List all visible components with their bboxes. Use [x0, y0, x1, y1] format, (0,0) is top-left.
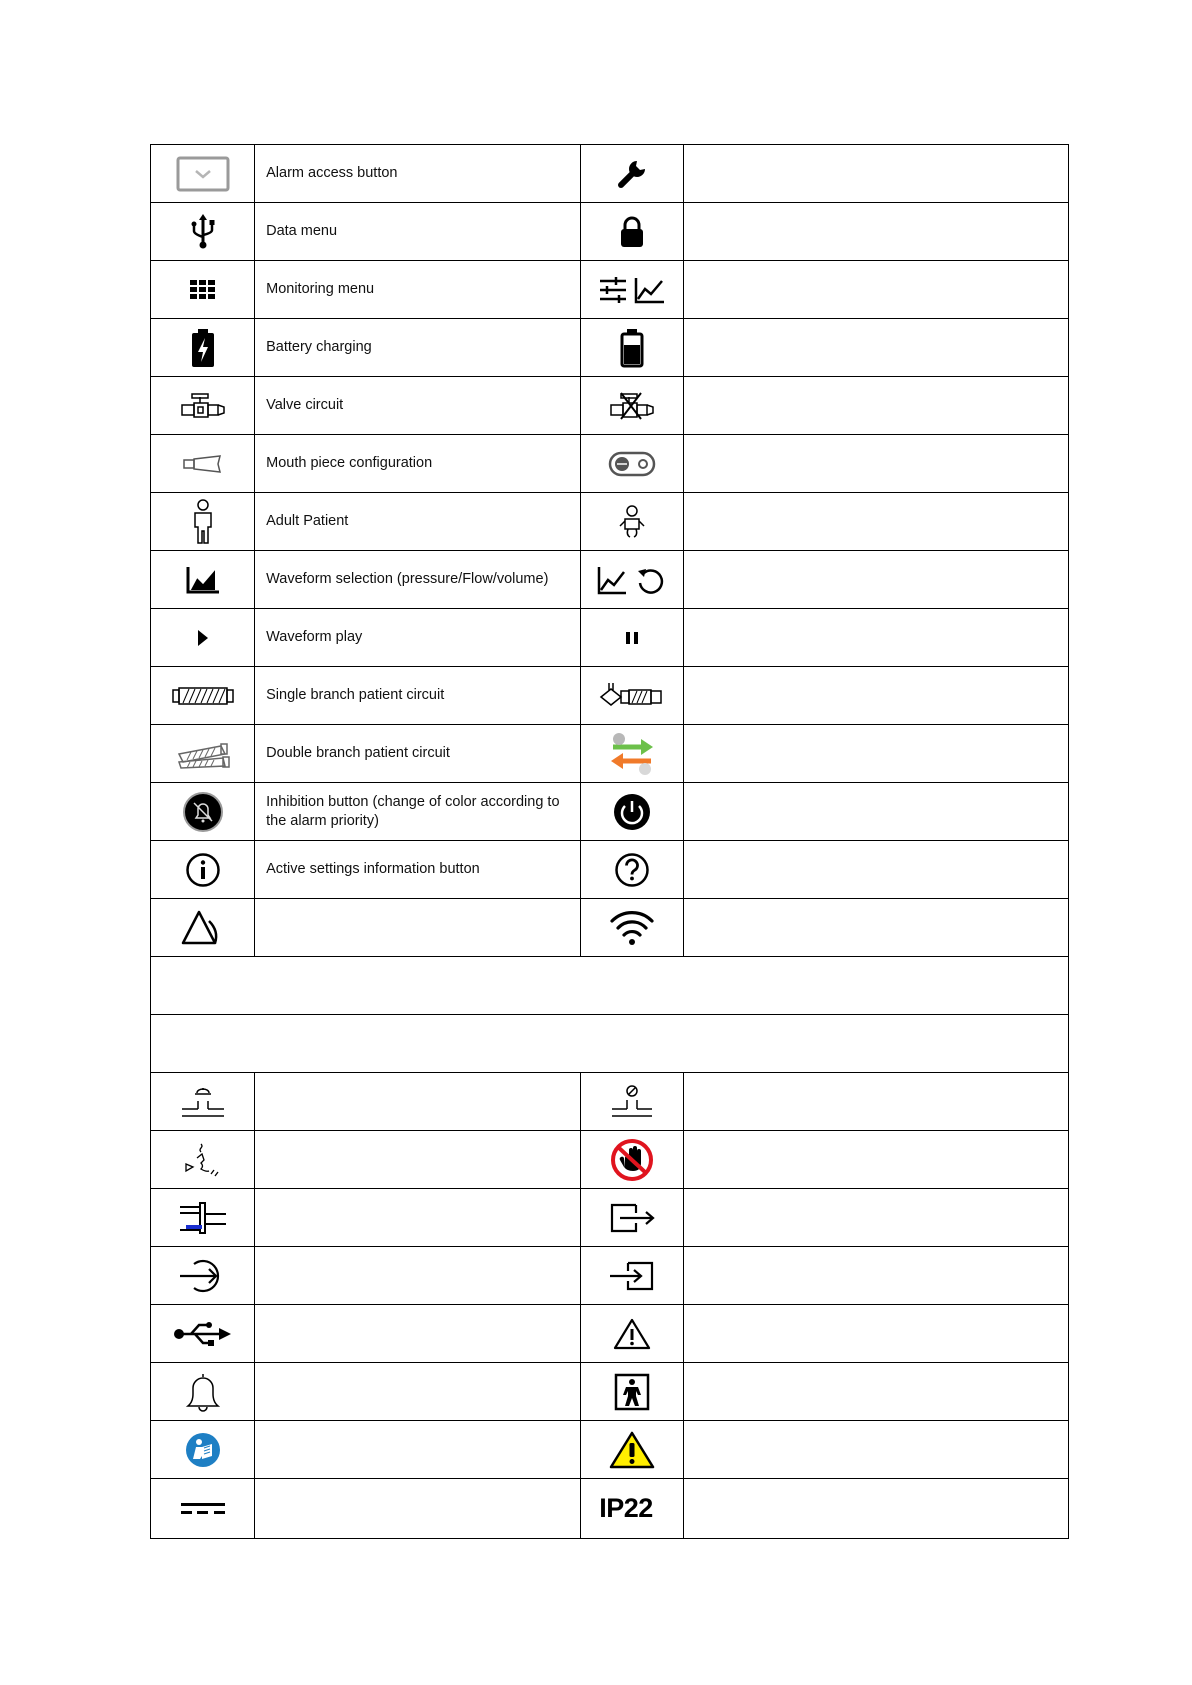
section-row [151, 957, 1069, 1015]
symbol-description [683, 493, 1068, 551]
section-header [151, 1015, 1069, 1073]
symbol-description [683, 203, 1068, 261]
valve-circuit-crossed-icon [581, 377, 683, 435]
sliders-chart-icon [581, 261, 683, 319]
symbol-label [255, 1189, 581, 1247]
symbol-description [683, 435, 1068, 493]
ip22-mark-icon [581, 1479, 683, 1539]
symbol-description [683, 145, 1068, 203]
pause-icon [581, 609, 683, 667]
table-row [151, 1073, 1069, 1131]
symbol-label: Double branch patient circuit [255, 725, 581, 783]
wrench-icon [581, 145, 683, 203]
symbol-description [683, 841, 1068, 899]
table-row [151, 1189, 1069, 1247]
alarm-access-icon [151, 145, 255, 203]
symbol-description [683, 1131, 1068, 1189]
valve-circuit-icon [151, 377, 255, 435]
help-icon [581, 841, 683, 899]
symbol-description [683, 783, 1068, 841]
table-row [151, 1247, 1069, 1305]
input-box-icon [581, 1247, 683, 1305]
table-row [151, 1131, 1069, 1189]
symbol-description [683, 725, 1068, 783]
table-row [151, 1363, 1069, 1421]
symbol-description [683, 1305, 1068, 1363]
table-row [151, 1305, 1069, 1363]
padlock-icon [581, 203, 683, 261]
symbol-label [255, 1131, 581, 1189]
symbol-label: Waveform play [255, 609, 581, 667]
symbol-label: Mouth piece configuration [255, 435, 581, 493]
symbol-label: Battery charging [255, 319, 581, 377]
symbol-label: Active settings information button [255, 841, 581, 899]
warning-silence-icon [151, 899, 255, 957]
expiratory-port-icon [151, 1073, 255, 1131]
symbol-label [255, 1305, 581, 1363]
ip-rating-text: IP22 [599, 1493, 653, 1523]
play-icon [151, 609, 255, 667]
usb-trident-icon [151, 203, 255, 261]
bell-icon [151, 1363, 255, 1421]
wifi-icon [581, 899, 683, 957]
read-manual-icon [151, 1421, 255, 1479]
battery-charging-icon [151, 319, 255, 377]
section-row [151, 1015, 1069, 1073]
yellow-warning-icon [581, 1421, 683, 1479]
symbol-description [683, 1479, 1068, 1539]
symbol-description [683, 1421, 1068, 1479]
grid-icon [151, 261, 255, 319]
symbol-description [683, 377, 1068, 435]
symbol-description [683, 1189, 1068, 1247]
do-not-push-icon [581, 1131, 683, 1189]
input-circle-icon [151, 1247, 255, 1305]
single-branch-circuit-icon [151, 667, 255, 725]
power-icon [581, 783, 683, 841]
type-bf-icon [581, 1363, 683, 1421]
table-row [151, 261, 1069, 319]
adult-patient-icon [151, 493, 255, 551]
table-row [151, 435, 1069, 493]
table-row [151, 493, 1069, 551]
symbol-label: Monitoring menu [255, 261, 581, 319]
inhibition-bell-icon [151, 783, 255, 841]
pressure-port-icon [581, 1073, 683, 1131]
table-row [151, 725, 1069, 783]
symbol-description [683, 899, 1068, 957]
symbol-label: Waveform selection (pressure/Flow/volume) [255, 551, 581, 609]
symbol-description [683, 609, 1068, 667]
battery-icon [581, 319, 683, 377]
table-row [151, 667, 1069, 725]
child-patient-icon [581, 493, 683, 551]
table-row [151, 319, 1069, 377]
symbol-label: Alarm access button [255, 145, 581, 203]
table-row [151, 203, 1069, 261]
double-branch-circuit-icon [151, 725, 255, 783]
table-row [151, 377, 1069, 435]
connector-icon [151, 1189, 255, 1247]
output-icon [581, 1189, 683, 1247]
waveform-selection-icon [151, 551, 255, 609]
valve-circuit-alt-icon [581, 667, 683, 725]
symbol-label: Data menu [255, 203, 581, 261]
dc-current-icon [151, 1479, 255, 1539]
table-row [151, 899, 1069, 957]
mouthpiece-icon [151, 435, 255, 493]
symbol-label: Valve circuit [255, 377, 581, 435]
table-row [151, 1421, 1069, 1479]
info-icon [151, 841, 255, 899]
patient-face-icon [151, 1131, 255, 1189]
symbol-label: Single branch patient circuit [255, 667, 581, 725]
symbol-description [683, 261, 1068, 319]
caution-icon [581, 1305, 683, 1363]
symbol-label [255, 1479, 581, 1539]
table-row [151, 609, 1069, 667]
symbol-label: Adult Patient [255, 493, 581, 551]
toggle-icon [581, 435, 683, 493]
table-row [151, 145, 1069, 203]
table-row [151, 841, 1069, 899]
table-row [151, 1479, 1069, 1539]
usb-icon [151, 1305, 255, 1363]
symbol-label: Inhibition button (change of color according to the alarm priority) [255, 783, 581, 841]
waveform-refresh-icon [581, 551, 683, 609]
symbol-description [683, 1363, 1068, 1421]
symbol-table [150, 144, 1069, 1539]
table-row [151, 783, 1069, 841]
table-row [151, 551, 1069, 609]
symbol-description [683, 1247, 1068, 1305]
symbol-label [255, 1363, 581, 1421]
symbol-label [255, 1247, 581, 1305]
symbol-label [255, 1421, 581, 1479]
symbol-description [683, 319, 1068, 377]
symbol-description [683, 667, 1068, 725]
inspiration-expiration-arrows-icon [581, 725, 683, 783]
symbol-description [683, 1073, 1068, 1131]
symbol-description [683, 551, 1068, 609]
symbol-label [255, 899, 581, 957]
section-header [151, 957, 1069, 1015]
symbol-label [255, 1073, 581, 1131]
